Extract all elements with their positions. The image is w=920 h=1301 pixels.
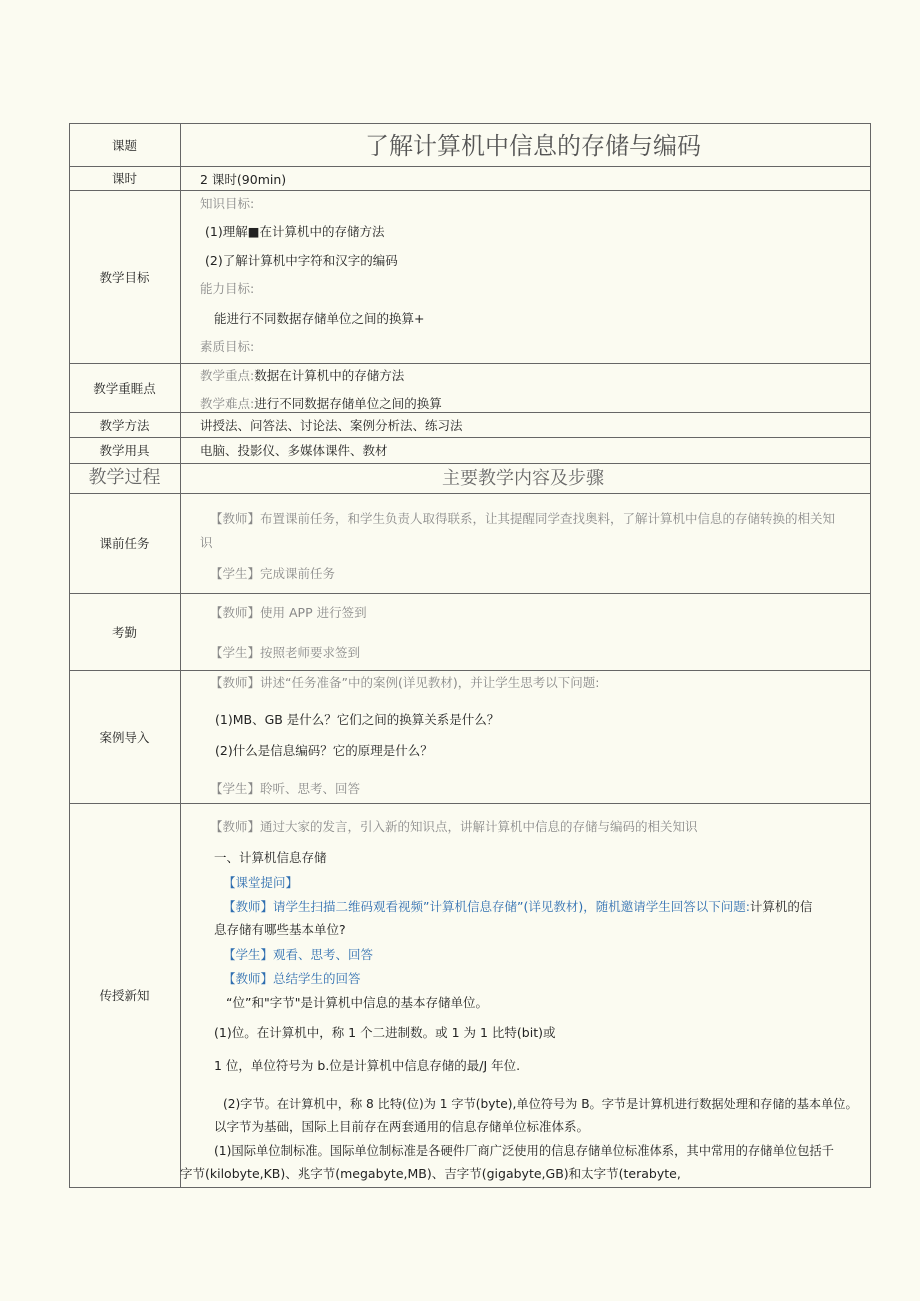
page-title: 了解计算机中信息的存储与编码	[365, 132, 701, 160]
topic-label: 课题	[111, 137, 137, 153]
class-question-label: 【课堂提问】	[223, 875, 299, 890]
pre-task-student: 【学生】完成课前任务	[210, 566, 336, 581]
pre-task-teacher: 【教师】布置课前任务，和学生负责人取得联系，让其提醒同学查找奥料，了解计算机中信息的存储转换的相关知	[210, 511, 836, 526]
row-divider	[69, 166, 871, 167]
tools-value: 电脑、投影仪、多媒体课件、教材	[200, 443, 388, 458]
ability-goal-heading: 能力目标:	[200, 281, 255, 296]
teacher-summary: 【教师】总结学生的回答	[223, 971, 361, 986]
attendance-label: 考勤	[111, 624, 137, 640]
tools-label: 教学用具	[99, 443, 150, 458]
paragraph: 字节(kilobyte,KB)、兆字节(megabyte,MB)、吉字节(gigabyte,GB)和太字节(terabyte,	[180, 1166, 681, 1181]
paragraph: (1)位。在计算机中，称 1 个二进制数。或 1 为 1 比特(bit)或	[214, 1025, 556, 1040]
key-point-text: 数据在计算机中的存储方法	[254, 368, 405, 383]
case-intro-student: 【学生】聆听、思考、回答	[210, 781, 361, 796]
difficult-point-heading: 教学难点:	[200, 396, 255, 411]
lesson-plan-table	[69, 123, 871, 1188]
row-divider	[69, 123, 871, 124]
teacher-ask-text: 【教师】请学生扫描二维码观看视频”计算机信息存储”(详见教材)，随机邀请学生回答以下问题:	[223, 899, 750, 914]
quality-goal-heading: 素质目标:	[200, 339, 255, 354]
row-divider	[69, 412, 871, 413]
paragraph: (2)字节。在计算机中，称 8 比特(位)为 1 字节(byte),单位符号为 B。字节是计算机进行数据处理和存储的基本单位。	[223, 1097, 858, 1111]
paragraph: 以字节为基础，国际上目前存在两套通用的信息存储单位标准体系。	[214, 1119, 590, 1134]
row-divider	[69, 190, 871, 191]
knowledge-teacher-intro: 【教师】通过大家的发言，引入新的知识点，讲解计算机中信息的存储与编码的相关知识	[210, 819, 698, 834]
row-divider	[69, 1187, 871, 1188]
methods-label: 教学方法	[99, 417, 150, 433]
row-divider	[69, 493, 871, 494]
knowledge-goal-item: (1)理解■在计算机中的存储方法	[205, 224, 385, 239]
student-response: 【学生】观看、思考、回答	[223, 947, 374, 962]
knowledge-goal-item: (2)了解计算机中字符和汉字的编码	[205, 253, 398, 268]
teacher-ask-tail: 计算机的信	[749, 899, 813, 914]
row-divider	[69, 363, 871, 364]
paragraph: (1)国际单位制标准。国际单位制标准是各硬件厂商广泛使用的信息存储单位标准体系，其中常用的存储单位包括千	[214, 1144, 834, 1158]
keypoints-label: 教学重睚点	[93, 380, 156, 396]
table-column-divider	[180, 123, 181, 1188]
case-question: (2)什么是信息编码？它的原理是什么？	[215, 743, 433, 758]
case-intro-label: 案例导入	[99, 729, 150, 745]
case-intro-teacher: 【教师】讲述“任务准备”中的案例(详见教材)，并让学生思考以下问题:	[210, 675, 600, 690]
attendance-student: 【学生】按照老师要求签到	[210, 645, 361, 660]
difficult-point-text: 进行不同数据存储单位之间的换算	[254, 396, 442, 411]
ability-goal-item: 能进行不同数据存储单位之间的换算+	[214, 311, 425, 326]
key-point-line	[200, 368, 404, 384]
case-question: (1)MB、GB 是什么？它们之间的换算关系是什么？	[215, 712, 500, 727]
table-border-right	[870, 123, 871, 1188]
knowledge-goal-heading: 知识目标:	[200, 196, 255, 211]
difficult-point-line	[200, 396, 442, 412]
hours-value: 2 课时(90min)	[200, 172, 287, 187]
teacher-ask-cont: 息存储有哪些基本单位?	[214, 922, 346, 937]
paragraph: 1 位，单位符号为 b.位是计算机中信息存储的最/J 年位.	[214, 1058, 521, 1073]
key-point-heading: 教学重点:	[200, 368, 255, 383]
attendance-teacher: 【教师】使用 APP 进行签到	[210, 605, 367, 620]
methods-value: 讲授法、问答法、讨论法、案例分析法、练习法	[200, 418, 463, 433]
objectives-label: 教学目标	[99, 269, 150, 285]
hours-label: 课时	[111, 171, 137, 186]
section-heading: 一、计算机信息存储	[214, 850, 327, 865]
row-divider	[69, 463, 871, 464]
row-divider	[69, 437, 871, 438]
process-header-right: 主要教学内容及步骤	[442, 468, 604, 489]
pre-task-label: 课前任务	[99, 536, 150, 551]
process-header-left: 教学过程	[88, 467, 161, 488]
row-divider	[69, 803, 871, 804]
pre-task-teacher-cont: 识	[200, 535, 213, 550]
new-knowledge-label: 传授新知	[99, 988, 150, 1003]
row-divider	[69, 593, 871, 594]
row-divider	[69, 670, 871, 671]
paragraph: “位”和"字节"是计算机中信息的基本存储单位。	[226, 995, 488, 1010]
teacher-ask-line	[223, 899, 812, 915]
